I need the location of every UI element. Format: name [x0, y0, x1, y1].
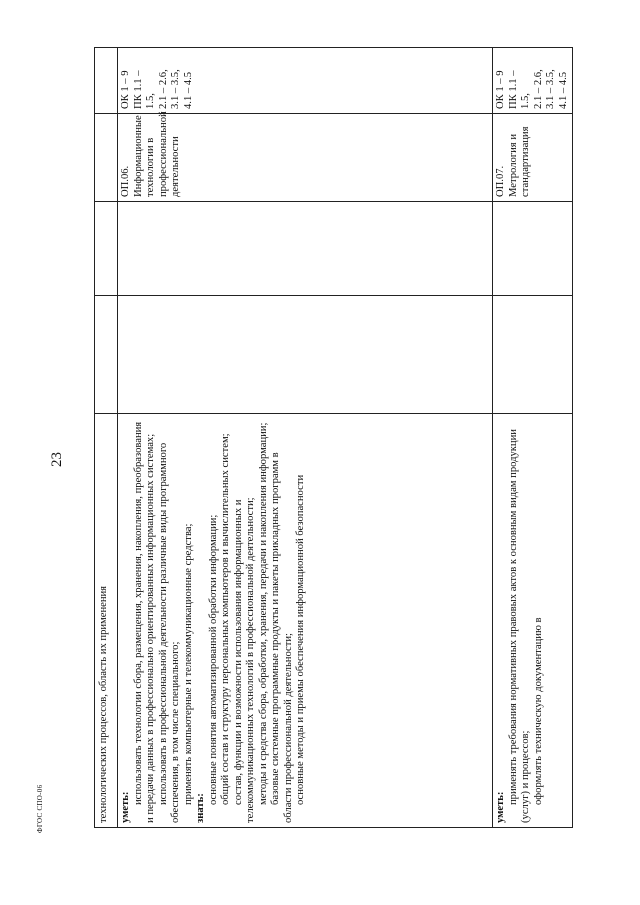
table-cell: [493, 202, 573, 296]
umet-label: уметь:: [495, 791, 506, 823]
table-cell: [118, 202, 493, 296]
page-number: 23: [49, 452, 65, 467]
znat-label: знать:: [195, 793, 206, 823]
code-line: ПК 1.1 – 1.5,: [132, 70, 156, 109]
table-row: [493, 48, 573, 828]
list-item: применять компьютерные и телекоммуникационные средства;: [182, 523, 194, 805]
code-line: ОК 1 – 9: [495, 70, 506, 109]
competency-codes-cell: [493, 48, 573, 114]
list-item: общий состав и структуру персональных компьютеров и вычислительных систем;: [220, 433, 231, 805]
list-item: применять требования нормативных правовых актов к основным видам продукции (услуг) и процессов;: [507, 429, 531, 823]
list-item: методы и средства сбора, обработки, хранения, передачи и накопления информации;: [257, 422, 269, 805]
code-line: 3.1 – 3.5,: [170, 69, 181, 109]
competency-table: [94, 47, 573, 828]
table-cell: [95, 202, 118, 296]
code-line: 4.1 – 4.5: [182, 71, 194, 109]
table-cell: [95, 48, 118, 114]
list-item: основные методы и приемы обеспечения информационной безопасности: [295, 474, 306, 805]
code-line: ПК 1.1 – 1.5,: [507, 70, 531, 109]
table-cell: [95, 296, 118, 414]
header-cell: технологических процессов, область их применения: [95, 414, 118, 828]
skills-cell: [118, 414, 493, 828]
code-line: ОК 1 – 9: [120, 70, 131, 109]
table-row: [118, 48, 493, 828]
rotated-table-wrapper: [94, 48, 569, 828]
competency-codes-cell: [118, 48, 493, 114]
list-item: основные понятия автоматизированной обработки информации;: [207, 514, 219, 805]
discipline-cell: ОП.07. Метрология и стандартизация: [493, 114, 573, 202]
table-cell: [118, 296, 493, 414]
list-item: использовать в профессиональной деятельности различные виды программного обеспечения, в том числе специального;: [157, 442, 181, 823]
table-cell: [493, 296, 573, 414]
list-item: оформлять техническую документацию в: [532, 617, 544, 805]
table-row: [95, 48, 118, 828]
table-cell: [95, 114, 118, 202]
footer-label: ФГОС СПО-06: [36, 784, 44, 833]
code-line: 4.1 – 4.5: [557, 71, 569, 109]
list-item: состав, функции и возможности использования информационных и телекоммуникационных технологий в профессиональной деятельности;: [232, 497, 256, 823]
code-line: 3.1 – 3.5,: [545, 69, 556, 109]
discipline-cell: ОП.06. Информационные технологии в профессиональной деятельности: [118, 114, 493, 202]
umet-label: уметь:: [120, 791, 131, 823]
code-line: 2.1 – 2.6,: [157, 69, 169, 109]
code-line: 2.1 – 2.6,: [532, 69, 544, 109]
skills-cell: [493, 414, 573, 828]
list-item: базовые системные программные продукты и пакеты прикладных программ в области профессиональной деятельности;: [270, 452, 294, 823]
list-item: использовать технологии сбора, размещения, хранения, накопления, преобразования и передачи данных в профессионально ориентированных информационных системах;: [132, 421, 156, 823]
